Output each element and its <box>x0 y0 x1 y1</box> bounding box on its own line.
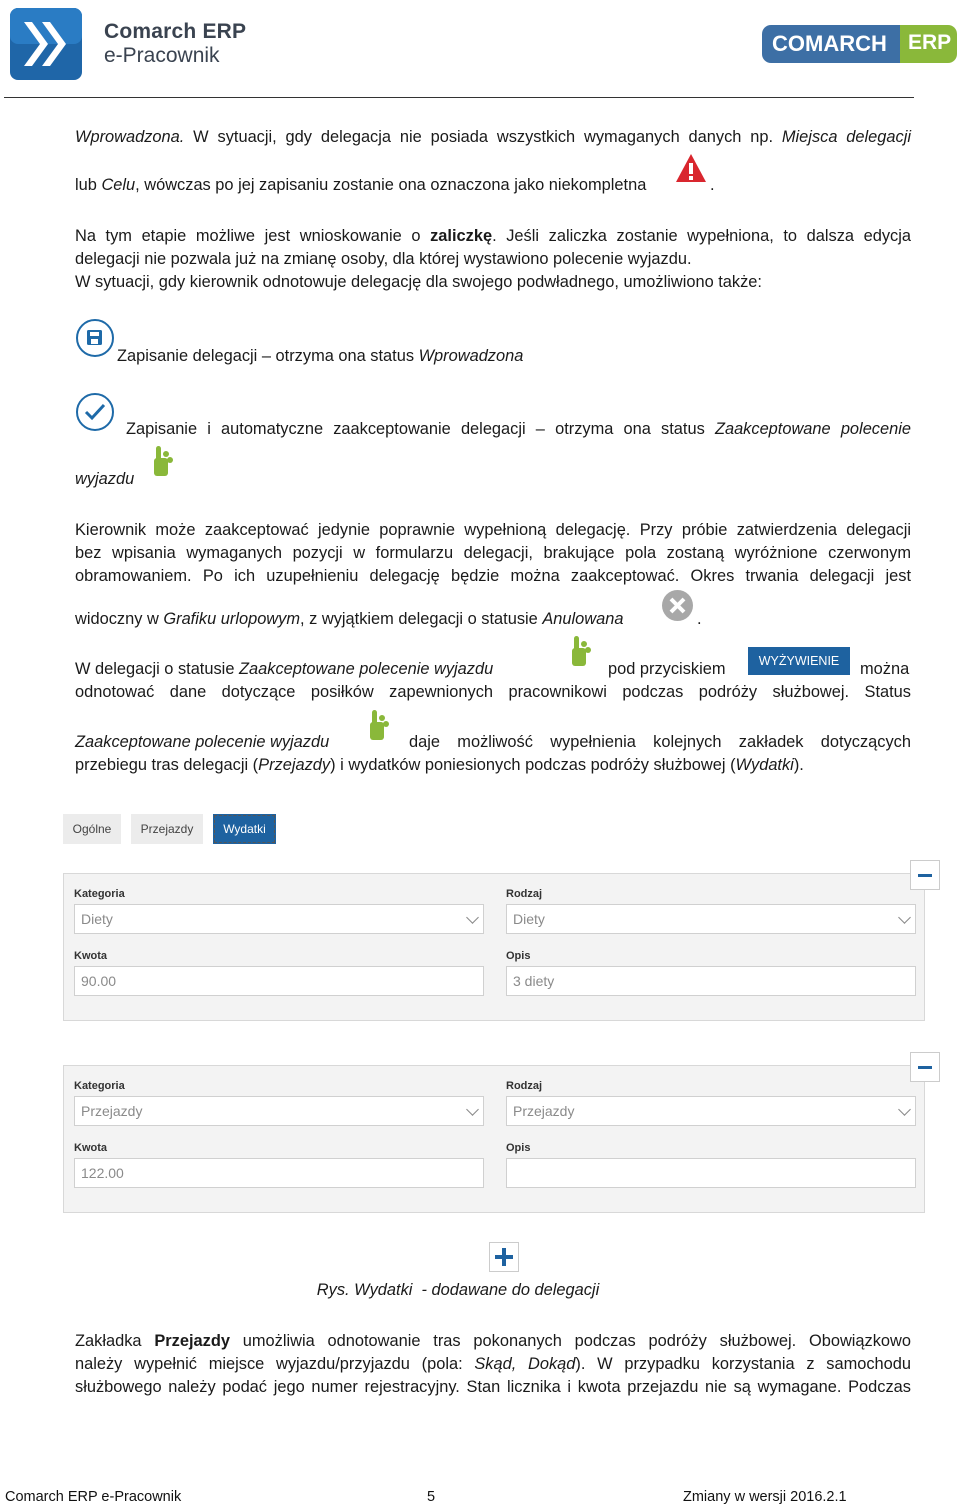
comarch-erp-brand-logo <box>762 25 957 63</box>
para3-line1: Kierownik może zaakceptować jedynie poprawnie wypełnioną delegację. Przy próbie zatwierdzenia delegacji <box>75 521 911 539</box>
incomplete-warning-icon <box>674 152 708 186</box>
para3-line2: bez wpisania wymaganych pozycji w formularzu delegacji, brakujące pola zostaną wyróżnione czerwonym <box>75 544 911 562</box>
collapse-minus-button[interactable] <box>910 860 940 890</box>
type-select[interactable] <box>506 904 916 934</box>
chevron-down-icon <box>898 911 911 924</box>
chevron-down-icon <box>466 1103 479 1116</box>
para4-line3a: Zaakceptowane polecenie wyjazdu <box>75 733 330 751</box>
para4-line3b: daje możliwość wypełnienia kolejnych zakładek dotyczących <box>409 733 911 751</box>
footer-product: Comarch ERP e-Pracownik <box>5 1489 182 1505</box>
category-value: Diety <box>81 911 113 927</box>
para5-line2: należy wypełnić miejsce wyjazdu/przyjazdu (pola: Skąd, Dokąd). W przypadku korzystania z samochodu <box>75 1355 911 1373</box>
cancelled-status-icon <box>661 589 694 622</box>
para1-line2: lub Celu, wówczas po jej zapisaniu zostanie ona oznaczona jako niekompletna <box>75 176 647 194</box>
save-and-accept-icon <box>76 393 114 431</box>
para4-line1a: W delegacji o statusie Zaakceptowane polecenie wyjazdu <box>75 660 494 678</box>
type-label: Rodzaj <box>506 888 543 900</box>
para2-line3: W sytuacji, gdy kierownik odnotowuje delegację dla swojego podwładnego, umożliwiono także: <box>75 273 762 291</box>
accepted-hand-icon <box>564 634 594 670</box>
para3-line4: widoczny w Grafiku urlopowym, z wyjątkiem delegacji o statusie Anulowana <box>75 610 624 628</box>
category-label: Kategoria <box>74 888 125 900</box>
option-accept-text-cont: wyjazdu <box>75 470 135 488</box>
description-input[interactable] <box>506 1158 916 1188</box>
option-accept-text: Zapisanie i automatyczne zaakceptowanie delegacji – otrzyma ona status Zaakceptowane polecenie <box>126 420 911 438</box>
amount-label: Kwota <box>74 950 107 962</box>
category-select[interactable] <box>74 904 484 934</box>
type-value: Przejazdy <box>513 1103 575 1119</box>
type-label: Rodzaj <box>506 1080 543 1092</box>
para4-line1c: pod przyciskiem <box>608 660 726 678</box>
header-divider <box>4 97 914 98</box>
expense-panel <box>63 873 925 1021</box>
accepted-hand-icon <box>146 444 176 480</box>
tab-trips[interactable]: Przejazdy <box>131 814 203 844</box>
brand-comarch-text: COMARCH <box>772 31 887 56</box>
footer-page-number: 5 <box>427 1489 436 1505</box>
para2-line2: delegacji nie pozwala już na zmianę osoby, dla której wystawiono polecenie wyjazdu. <box>75 250 692 268</box>
figure-caption: Rys. Wydatki - dodawane do delegacji <box>316 1281 600 1299</box>
meals-button[interactable]: WYŻYWIENIE <box>748 647 850 675</box>
description-input[interactable]: 3 diety <box>506 966 916 996</box>
chevron-down-icon <box>466 911 479 924</box>
para1-period: . <box>710 176 715 194</box>
collapse-minus-button[interactable] <box>910 1052 940 1082</box>
type-select[interactable] <box>506 1096 916 1126</box>
para4-line2: odnotować dane dotyczące posiłków zapewnionych pracownikowi podczas podróży służbowej. Status <box>75 683 911 701</box>
para4-line1d: można <box>860 660 910 678</box>
para3-line3: obramowaniem. Po ich uzupełnieniu delegację będzie można zaakceptować. Okres trwania delegacji jest <box>75 567 911 585</box>
tab-expenses[interactable]: Wydatki <box>213 814 276 844</box>
para2-line1: Na tym etapie możliwe jest wnioskowanie o zaliczkę. Jeśli zaliczka zostanie wypełniona, to dalsza edycja <box>75 227 911 245</box>
chevron-down-icon <box>898 1103 911 1116</box>
comarch-logo-icon <box>10 8 82 80</box>
description-label: Opis <box>506 1142 531 1154</box>
save-icon <box>76 319 114 357</box>
amount-input[interactable]: 90.00 <box>74 966 484 996</box>
amount-input[interactable]: 122.00 <box>74 1158 484 1188</box>
type-value: Diety <box>513 911 545 927</box>
category-value: Przejazdy <box>81 1103 143 1119</box>
para3-period: . <box>697 610 702 628</box>
brand-erp-text: ERP <box>908 31 952 54</box>
para5-line1: Zakładka Przejazdy umożliwia odnotowanie tras pokonanych podczas podróży służbowej. Obowiązkowo <box>75 1332 911 1350</box>
tab-general[interactable]: Ogólne <box>63 814 121 844</box>
option-save-text: Zapisanie delegacji – otrzyma ona status Wprowadzona <box>117 347 524 365</box>
para4-line4: przebiegu tras delegacji (Przejazdy) i wydatków poniesionych podczas podróży służbowej (Wydatki). <box>75 756 804 774</box>
logo-subtitle: e-Pracownik <box>104 44 220 67</box>
plus-icon <box>490 1243 518 1271</box>
description-label: Opis <box>506 950 531 962</box>
category-label: Kategoria <box>74 1080 125 1092</box>
accepted-hand-icon <box>362 708 392 744</box>
para5-line3: służbowego należy podać jego numer rejestracyjny. Stan licznika i kwota przejazdu nie są wymagane. Podczas <box>75 1378 911 1396</box>
footer-version: Zmiany w wersji 2016.2.1 <box>683 1489 847 1505</box>
logo-title: Comarch ERP <box>104 20 247 43</box>
amount-label: Kwota <box>74 1142 107 1154</box>
expense-panel <box>63 1065 925 1213</box>
category-select[interactable] <box>74 1096 484 1126</box>
add-expense-button[interactable] <box>489 1242 519 1272</box>
para1-line1: Wprowadzona. W sytuacji, gdy delegacja nie posiada wszystkich wymaganych danych np. Miejsca delegacji <box>75 128 911 146</box>
